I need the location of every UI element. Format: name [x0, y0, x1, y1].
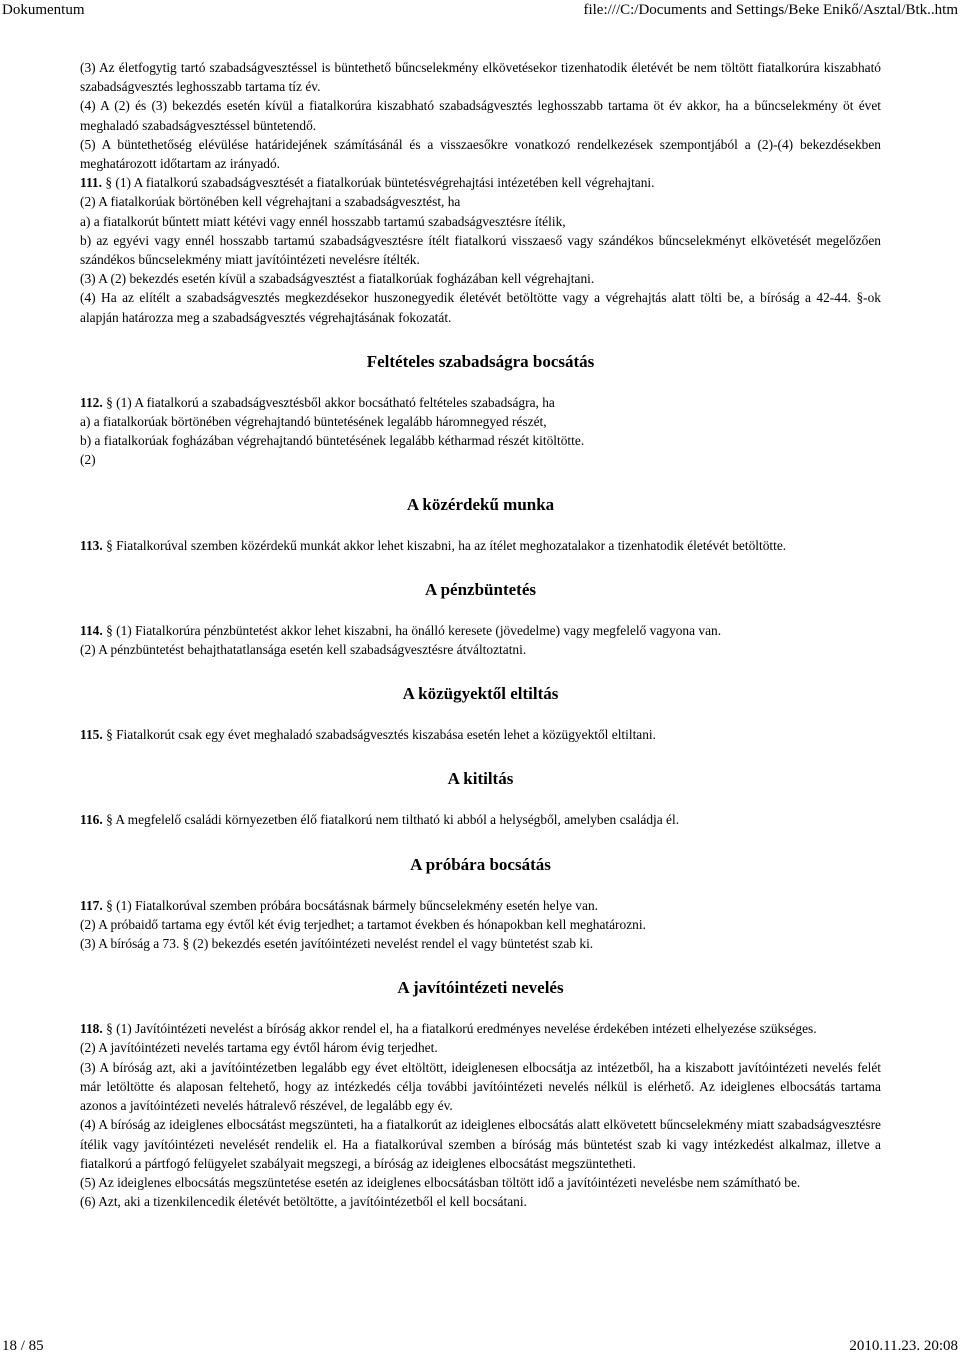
paragraph	[80, 725, 881, 744]
paragraph-text: (3) A bíróság azt, aki a javítóintézetben legalább egy évet eltöltött, ideiglenesen elbocsátja az intézetből, ha a kiszabott javítóintézeti nevelés felét már letöltötte és alaposan feltehető, hogy az intézkedés célja további javítóintézeti nevelés nélkül is elérhető. Az ideiglenes elbocsátás tartama azonos a javítóintézeti nevelés hátralevő részével, de legalább egy év.	[80, 1059, 881, 1114]
section-heading	[80, 494, 881, 516]
section-number: 114.	[80, 622, 103, 638]
section-sign-icon	[106, 395, 113, 410]
section-sign-icon	[106, 898, 113, 913]
paragraph	[80, 431, 881, 450]
section-number: 118.	[80, 1021, 103, 1037]
paragraph	[80, 934, 881, 953]
paragraph-text: (2) A pénzbüntetést behajthatatlansága esetén kell szabadságvesztésre átváltoztatni.	[80, 642, 527, 658]
paragraph	[80, 1173, 881, 1192]
paragraph-text: A közérdekű munka	[406, 494, 555, 514]
paragraph	[80, 393, 881, 412]
paragraph-text: a) a fiatalkorúak börtönében végrehajtandó büntetésének legalább háromnegyed részét,	[80, 414, 547, 430]
section-sign-icon	[106, 1021, 113, 1036]
paragraph	[80, 288, 881, 326]
paragraph	[80, 810, 881, 829]
document-title: Dokumentum	[2, 2, 85, 18]
paragraph-text: (1) Javítóintézeti nevelést a bíróság akkor rendel el, ha a fiatalkorú eredményes nevelése érdekében intézeti elhelyezése szükséges.	[112, 1021, 817, 1037]
paragraph	[80, 1192, 881, 1211]
paragraph	[80, 58, 881, 96]
section-heading	[80, 351, 881, 373]
paragraph-text: b) a fiatalkorúak fogházában végrehajtandó büntetésének legalább kétharmad részét kitöltötte.	[80, 433, 585, 449]
paragraph	[80, 640, 881, 659]
paragraph	[80, 269, 881, 288]
section-heading	[80, 768, 881, 790]
paragraph	[80, 915, 881, 934]
section-sign-icon	[106, 812, 113, 827]
document-body	[80, 58, 881, 1211]
paragraph-text: (3) Az életfogytig tartó szabadságvesztéssel is büntethető bűncselekmény elkövetésekor tizenhatodik életévét be nem töltött fiatalkorúra kiszabható szabadságvesztés leghosszabb tartama tíz év.	[80, 60, 881, 95]
paragraph-text: (5) A büntethetőség elévülése határidejének számításánál és a visszaesőkre vonatkozó rendelkezések szempontjából a (2)-(4) bekezdésekben meghatározott időtartam az irányadó.	[80, 136, 881, 172]
page-number: 18 / 85	[2, 1338, 44, 1354]
paragraph-text: (2) A fiatalkorúak börtönében kell végrehajtani a szabadságvesztést, ha	[80, 194, 461, 210]
paragraph-text: (3) A bíróság a 73. § (2) bekezdés esetén javítóintézeti nevelést rendel el vagy büntetést szab ki.	[80, 936, 594, 952]
paragraph-text: (2) A javítóintézeti nevelés tartama egy évtől három évig terjedhet.	[80, 1040, 438, 1056]
paragraph-text: (1) Fiatalkorúval szemben próbára bocsátásnak bármely bűncselekmény esetén helye van.	[112, 897, 598, 913]
section-heading	[80, 579, 881, 601]
paragraph	[80, 212, 881, 231]
paragraph-text: (2)	[80, 452, 96, 468]
paragraph	[80, 1058, 881, 1116]
paragraph-text: A pénzbüntetés	[425, 579, 536, 599]
paragraph-text: A megfelelő családi környezetben élő fiatalkorú nem tiltható ki abból a helységből, amelyben családja él.	[112, 812, 680, 828]
paragraph-text: a) a fiatalkorút bűntett miatt kétévi vagy ennél hosszabb tartamú szabadságvesztésre ítélik,	[80, 213, 566, 229]
paragraph	[80, 1019, 881, 1038]
paragraph	[80, 412, 881, 431]
paragraph-text: Fiatalkorúval szemben közérdekű munkát akkor lehet kiszabni, ha az ítélet meghozatalakor a tizenhatodik életévét betöltötte.	[112, 537, 787, 553]
section-number: 111.	[80, 175, 102, 191]
paragraph-text: A próbára bocsátás	[410, 854, 551, 874]
page-footer	[0, 1336, 960, 1356]
section-number: 116.	[80, 812, 103, 828]
section-number: 112.	[80, 394, 103, 410]
paragraph	[80, 135, 881, 173]
paragraph	[80, 173, 881, 192]
print-timestamp: 2010.11.23. 20:08	[849, 1338, 958, 1354]
section-heading	[80, 854, 881, 876]
paragraph-text: (6) Azt, aki a tizenkilencedik életévét betöltötte, a javítóintézetből el kell bocsátani.	[80, 1194, 527, 1210]
paragraph	[80, 536, 881, 555]
paragraph	[80, 450, 881, 469]
section-sign-icon	[106, 727, 113, 742]
paragraph	[80, 1115, 881, 1173]
section-number: 113.	[80, 537, 103, 553]
paragraph	[80, 192, 881, 211]
paragraph-text: Feltételes szabadságra bocsátás	[366, 351, 595, 371]
paragraph-text: Fiatalkorút csak egy évet meghaladó szabadságvesztés kiszabása esetén lehet a közügyektől eltiltani.	[112, 727, 657, 743]
section-sign-icon	[106, 538, 113, 553]
paragraph	[80, 231, 881, 269]
paragraph	[80, 621, 881, 640]
paragraph-text: (2) A próbaidő tartama egy évtől két évig terjedhet; a tartamot években és hónapokban kell meghatározni.	[80, 916, 646, 932]
page-header	[0, 0, 960, 20]
paragraph	[80, 1038, 881, 1057]
paragraph-text: (4) Ha az elítélt a szabadságvesztés megkezdésekor huszonegyedik életévét betöltötte vagy a végrehajtás alatt tölti be, a bíróság a 42-44. §-ok alapján határozza meg a szabadságvesztés végrehajtásának fokozatát.	[80, 290, 881, 325]
section-number: 117.	[80, 897, 103, 913]
paragraph-text: (4) A (2) és (3) bekezdés esetén kívül a fiatalkorúra kiszabható szabadságvesztés leghosszabb tartama öt év akkor, ha a bűncselekmény öt évet meghaladó szabadságvesztéssel büntetendő.	[80, 98, 881, 133]
file-path: file:///C:/Documents and Settings/Beke Enikő/Asztal/Btk..htm	[583, 2, 958, 18]
paragraph-text: A közügyektől eltiltás	[402, 684, 559, 704]
paragraph-text: (1) Fiatalkorúra pénzbüntetést akkor lehet kiszabni, ha önálló keresete (jövedelme) vagy megfelelő vagyona van.	[112, 622, 722, 638]
section-number: 115.	[80, 727, 103, 743]
section-heading	[80, 977, 881, 999]
paragraph-text: A javítóintézeti nevelés	[397, 978, 564, 998]
paragraph-text: (1) A fiatalkorú a szabadságvesztésből akkor bocsátható feltételes szabadságra, ha	[112, 394, 555, 410]
section-heading	[80, 683, 881, 705]
paragraph	[80, 896, 881, 915]
paragraph-text: (5) Az ideiglenes elbocsátás megszüntetése esetén az ideiglenes elbocsátásban töltött idő a javítóintézeti nevelésbe nem számítható be.	[80, 1174, 801, 1190]
paragraph-text: (3) A (2) bekezdés esetén kívül a szabadságvesztést a fiatalkorúak fogházában kell végrehajtani.	[80, 271, 595, 287]
paragraph-text: (1) A fiatalkorú szabadságvesztését a fiatalkorúak büntetésvégrehajtási intézetében kell végrehajtani.	[112, 175, 655, 191]
paragraph-text: A kitiltás	[447, 769, 514, 789]
paragraph-text: (4) A bíróság az ideiglenes elbocsátást megszünteti, ha a fiatalkorút az ideiglenes elbocsátás alatt elkövetett bűncselekmény miatt szabadságvesztésre ítélik vagy javítóintézeti nevelését rendelik el. Ha a fiatalkorúval szemben a bíróság más büntetést szab ki vagy intézkedést alkalmaz, illetve a fiatalkorú a pártfogó felügyelet szabályait megszegi, a bíróság az ideiglenes elbocsátást megszüntetheti.	[80, 1117, 881, 1171]
paragraph-text: b) az egyévi vagy ennél hosszabb tartamú szabadságvesztésre ítélt fiatalkorú visszaeső vagy szándékos bűncselekményt elkövetését megelőzően szándékos bűncselekmény miatt javítóintézeti nevelésre ítélték.	[80, 232, 881, 268]
paragraph	[80, 96, 881, 134]
section-sign-icon	[106, 623, 113, 638]
